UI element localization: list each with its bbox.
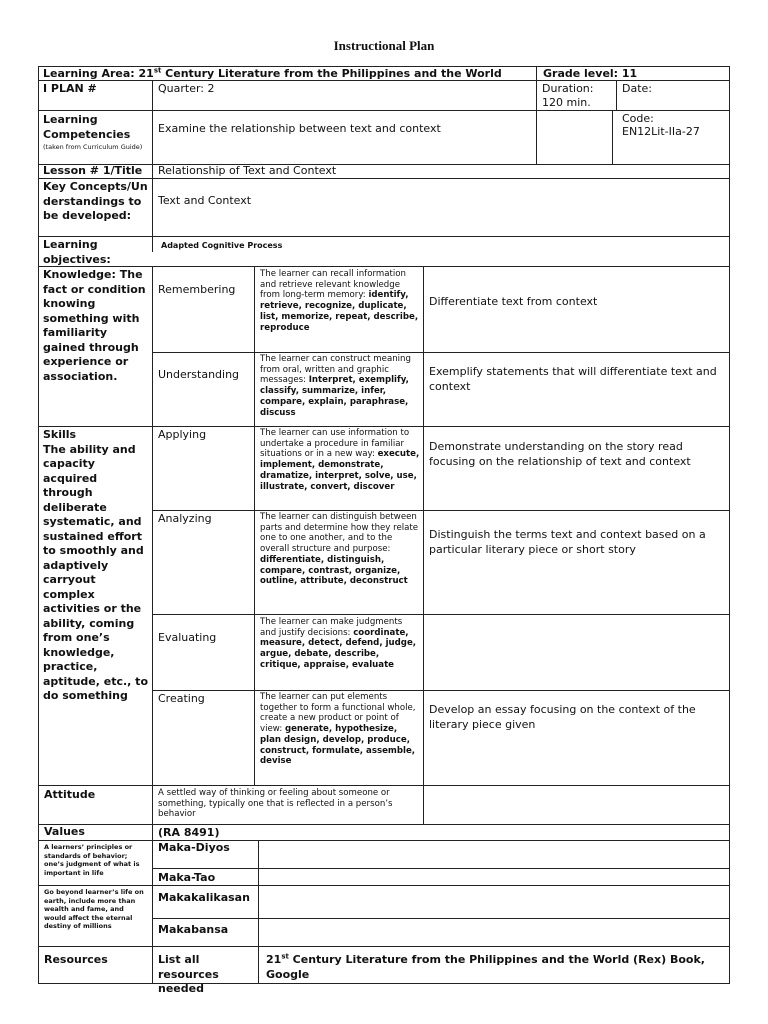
process-desc-understanding: The learner can construct meaning from oral, written and graphic messages: Interpret, exemplify, classify, summarize, infer, compare, explain, paraphrase, discuss (260, 354, 411, 418)
process-desc-analyzing: The learner can distinguish between parts and determine how they relate one to one another, and to the overall structure and purpose: differentiate, distinguish, compare, contrast, organize, outline, attribute, deconstruct (260, 512, 419, 587)
objective-understanding: Exemplify statements that will differentiate text and context (429, 365, 717, 393)
lesson-label: Lesson # 1/Title (43, 164, 143, 177)
row-divider (38, 426, 730, 427)
border-right (729, 66, 730, 984)
lesson-title: Relationship of Text and Context (158, 164, 337, 177)
row-divider (38, 110, 730, 111)
quarter: Quarter: 2 (158, 82, 215, 95)
competencies-label: Learning Competencies (43, 113, 131, 141)
objective-creating: Develop an essay focusing on the context of the literary piece given (429, 703, 696, 731)
row-divider (38, 785, 730, 786)
col-divider (423, 785, 424, 824)
values-note-beyond: Go beyond learner’s life on earth, include more than wealth and fame, and would affect the eternal destiny of millions (44, 888, 144, 930)
row-divider (38, 824, 730, 825)
col-divider (616, 80, 617, 110)
col-divider (152, 80, 153, 252)
col-divider (612, 110, 613, 164)
process-desc-creating: The learner can put elements together to form a functional whole, create a new product or point of view: generate, hypothesize, plan design, develop, produce, construct, formulate, assemble, devise (260, 692, 416, 767)
key-concepts-label: Key Concepts/Understandings to be developed: (43, 180, 148, 222)
border-left (38, 66, 39, 984)
key-concepts-value: Text and Context (158, 194, 252, 207)
code-value: EN12Lit-IIa-27 (622, 125, 700, 138)
process-header: Adapted Cognitive Process (161, 241, 283, 250)
objective-applying: Demonstrate understanding on the story read focusing on the relationship of text and context (429, 440, 691, 468)
row-divider (38, 885, 730, 886)
row-divider (152, 868, 730, 869)
objective-analyzing: Distinguish the terms text and context based on a particular literary piece or short story (429, 528, 706, 556)
skills-title: Skills (43, 428, 77, 441)
row-divider (152, 690, 730, 691)
process-name-creating: Creating (158, 692, 205, 705)
row-divider (38, 236, 730, 237)
competencies-note: (taken from Curriculum Guide) (43, 143, 143, 151)
objective-remembering: Differentiate text from context (429, 295, 598, 308)
border-bottom (38, 983, 730, 984)
attitude-label: Attitude (44, 788, 96, 801)
col-divider (258, 840, 259, 984)
competency-value: Examine the relationship between text and context (158, 122, 441, 135)
row-divider (152, 352, 730, 353)
process-name-understanding: Understanding (158, 368, 240, 381)
value-makabansa: Makabansa (158, 923, 229, 936)
resources-value: 21st Century Literature from the Philippines and the World (Rex) Book, Google (266, 952, 705, 981)
values-label: Values (44, 825, 85, 838)
row-divider (152, 918, 730, 919)
date-label: Date: (622, 82, 652, 95)
row-divider (38, 840, 730, 841)
attitude-description: A settled way of thinking or feeling about someone or something, typically one that is reflected in a person’s behavior (158, 788, 393, 820)
value-maka-diyos: Maka-Diyos (158, 841, 230, 854)
col-divider (254, 266, 255, 785)
values-ra: (RA 8491) (158, 826, 220, 839)
process-name-applying: Applying (158, 428, 207, 441)
process-desc-applying: The learner can use information to undertake a procedure in familiar situations or in a new way: execute, implement, demonstrate, dramatize, interpret, solve, use, illustrate, convert, discover (260, 428, 420, 492)
objectives-label: Learning objectives: (43, 238, 111, 266)
process-name-remembering: Remembering (158, 283, 236, 296)
grade-level: Grade level: 11 (543, 67, 638, 80)
process-desc-remembering: The learner can recall information and retrieve relevant knowledge from long-term memory: identify, retrieve, recognize, duplicate, list, memorize, repeat, describe, reproduce (260, 269, 419, 333)
iplan-label: I PLAN # (43, 82, 97, 95)
col-divider (536, 66, 537, 164)
resources-sub: List all resources needed (158, 953, 219, 995)
value-maka-tao: Maka-Tao (158, 871, 216, 884)
learning-area: Learning Area: 21st Century Literature from the Philippines and the World (43, 66, 502, 80)
row-divider (152, 614, 730, 615)
duration-label: Duration: (542, 82, 594, 95)
values-note-principles: A learners’ principles or standards of behavior; one’s judgment of what is important in life (44, 843, 140, 877)
process-desc-evaluating: The learner can make judgments and justify decisions: coordinate, measure, detect, defend, judge, argue, debate, describe, critique, appraise, evaluate (260, 617, 417, 670)
knowledge-description: Knowledge: The fact or condition knowing something with familiarity gained through experience or association. (43, 268, 146, 383)
row-divider (152, 510, 730, 511)
process-name-evaluating: Evaluating (158, 631, 217, 644)
row-divider (38, 946, 730, 947)
duration-value: 120 min. (542, 96, 591, 109)
process-name-analyzing: Analyzing (158, 512, 212, 525)
code-label: Code: (622, 112, 654, 125)
value-makakalikasan: Makakalikasan (158, 891, 250, 904)
resources-label: Resources (44, 953, 108, 966)
document-title: Instructional Plan (333, 38, 435, 53)
col-divider (423, 266, 424, 785)
instructional-plan-table (38, 66, 730, 995)
col-divider (152, 266, 153, 984)
skills-description: The ability and capacity acquired through deliberate systematic, and sustained effort to smoothly and adaptively carryout complex activities or the ability, coming from one’s knowledge, practice, aptitude, etc., to do something (43, 442, 148, 702)
